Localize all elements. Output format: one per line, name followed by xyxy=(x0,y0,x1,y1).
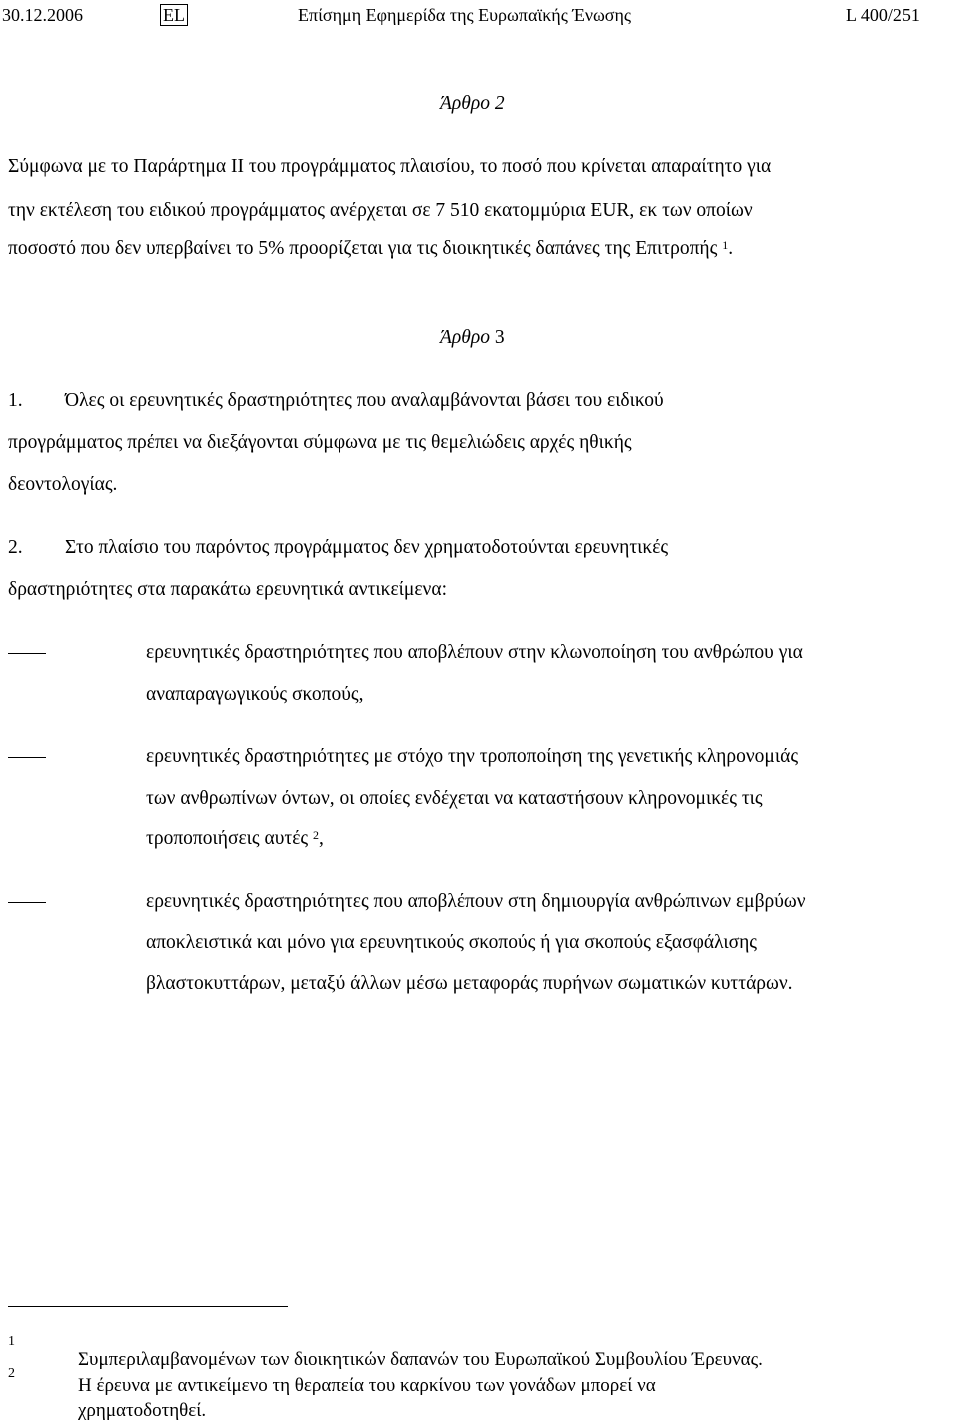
footnote-separator xyxy=(8,1306,288,1307)
footnote-2-text-line-1: Η έρευνα με αντικείμενο τη θεραπεία του καρκίνου των γονάδων μπορεί να xyxy=(78,1375,656,1396)
article-2-end: . xyxy=(728,238,734,259)
bullet-dash xyxy=(8,757,46,758)
paragraph-1-line-2: προγράμματος πρέπει να διεξάγονται σύμφωνα με τις θεμελιώδεις αρχές ηθικής xyxy=(8,432,632,453)
bullet-2-line-1: ερευνητικές δραστηριότητες με στόχο την τροποποίηση της γενετικής κληρονομιάς xyxy=(146,746,799,767)
article-3-heading-number: 3 xyxy=(494,327,505,348)
bullet-2-line-3 xyxy=(146,827,324,851)
bullet-dash xyxy=(8,653,46,654)
footnote-ref-2[interactable]: 2 xyxy=(313,828,319,842)
bullet-2-end: , xyxy=(319,828,324,849)
article-2-line-3-text: ποσοστό που δεν υπερβαίνει το 5% προορίζεται για τις διοικητικές δαπάνες της Επιτροπής xyxy=(8,238,718,259)
paragraph-2-line-2: δραστηριότητες στα παρακάτω ερευνητικά αντικείμενα: xyxy=(8,579,448,600)
footnote-1-number: 1 xyxy=(8,1334,15,1349)
bullet-1-line-1: ερευνητικές δραστηριότητες που αποβλέπουν στην κλωνοποίηση του ανθρώπου για xyxy=(146,642,803,663)
bullet-2-line-2: των ανθρωπίνων όντων, οι οποίες ενδέχεται να καταστήσουν κληρονομικές τις xyxy=(146,788,763,809)
bullet-3-line-1: ερευνητικές δραστηριότητες που αποβλέπουν στη δημιουργία ανθρώπινων εμβρύων xyxy=(146,891,806,912)
footnote-2-number: 2 xyxy=(8,1366,15,1381)
footnote-ref-1[interactable]: 1 xyxy=(722,238,729,252)
bullet-3-line-2: αποκλειστικά και μόνο για ερευνητικούς σκοπούς ή για σκοπούς εξασφάλισης xyxy=(146,932,758,953)
article-2-line-3 xyxy=(8,237,733,261)
article-2-heading: Άρθρο 2 xyxy=(440,93,505,114)
header-date: 30.12.2006 xyxy=(2,5,83,25)
paragraph-1-line-3: δεοντολογίας. xyxy=(8,474,118,495)
footnote-2-text-line-2: χρηματοδοτηθεί. xyxy=(78,1400,207,1421)
bullet-2-line-3-text: τροποποιήσεις αυτές xyxy=(146,828,309,849)
article-2-line-1: Σύμφωνα με το Παράρτημα ΙΙ του προγράμματος πλαισίου, το ποσό που κρίνεται απαραίτητο για xyxy=(8,156,772,177)
bullet-3-line-3: βλαστοκυττάρων, μεταξύ άλλων μέσω μεταφοράς πυρήνων σωματικών κυττάρων. xyxy=(146,973,793,994)
language-code-box: EL xyxy=(160,4,188,26)
paragraph-2-line-1: Στο πλαίσιο του παρόντος προγράμματος δεν χρηματοδοτούνται ερευνητικές xyxy=(65,537,669,558)
bullet-dash xyxy=(8,902,46,903)
paragraph-2-number: 2. xyxy=(8,537,23,558)
paragraph-1-line-1: Όλες οι ερευνητικές δραστηριότητες που αναλαμβάνονται βάσει του ειδικού xyxy=(65,390,664,411)
header-page-reference: L 400/251 xyxy=(846,5,920,25)
article-3-heading xyxy=(440,326,505,350)
footnote-1-text: Συμπεριλαμβανομένων των διοικητικών δαπανών του Ευρωπαϊκού Συμβουλίου Έρευνας. xyxy=(78,1349,763,1370)
article-3-heading-word: Άρθρο xyxy=(440,327,490,348)
bullet-1-line-2: αναπαραγωγικούς σκοπούς, xyxy=(146,684,364,705)
paragraph-1-number: 1. xyxy=(8,390,23,411)
header-language-code xyxy=(160,4,188,26)
article-2-line-2: την εκτέλεση του ειδικού προγράμματος ανέρχεται σε 7 510 εκατομμύρια EUR, εκ των οποίων xyxy=(8,200,753,221)
header-journal-title: Επίσημη Εφημερίδα της Ευρωπαϊκής Ένωσης xyxy=(298,5,632,25)
